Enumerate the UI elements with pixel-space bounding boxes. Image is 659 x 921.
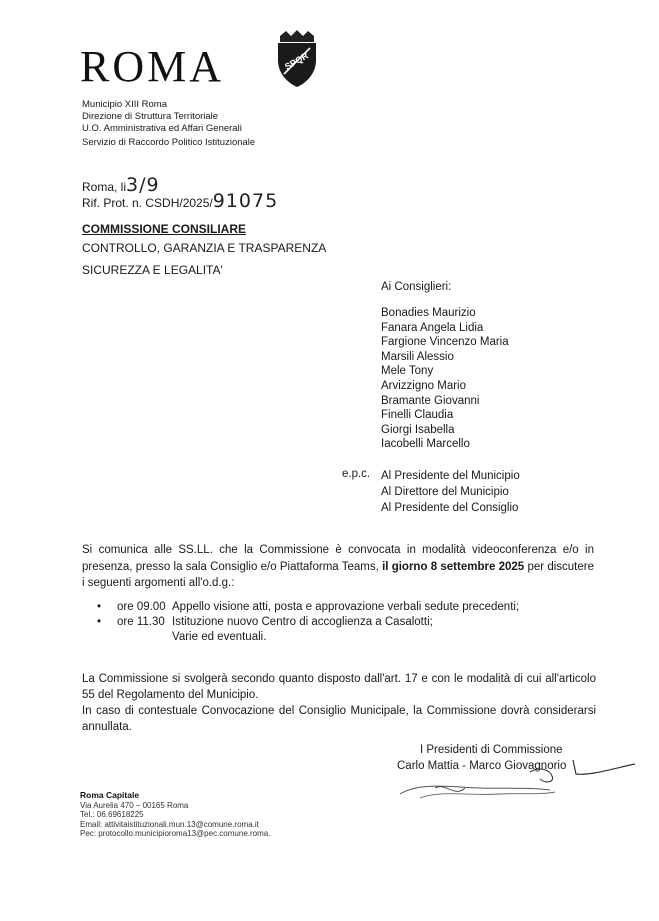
signature-title: I Presidenti di Commissione <box>420 744 563 756</box>
cancellation-paragraph: In caso di contestuale Convocazione del Consiglio Municipale, la Commissione dovrà considerarsi annullata. <box>82 705 596 733</box>
office-line: U.O. Amministrativa ed Affari Generali <box>82 123 242 134</box>
rules-paragraph: La Commissione si svolgerà secondo quanto disposto dall'art. 17 e con le modalità di cui all'articolo 55 del Regolamento del Municipio. <box>82 673 596 701</box>
place-label: Roma, li <box>82 180 127 194</box>
roma-logo-text: ROMA <box>80 42 225 91</box>
office-line: Direzione di Struttura Territoriale <box>82 111 219 122</box>
epc-recipient: Al Presidente del Municipio <box>381 470 520 482</box>
agenda-text: Appello visione atti, posta e approvazione verbali sedute precedenti; <box>172 601 520 613</box>
bullet: • <box>97 601 102 613</box>
recipient-name: Bonadies Maurizio <box>381 307 476 319</box>
recipient-name: Mele Tony <box>381 365 434 378</box>
footer-org: Roma Capitale <box>80 790 140 800</box>
recipient-name: Giorgi Isabella <box>381 423 455 436</box>
agenda-time: ore 09.00 <box>117 601 166 613</box>
commission-title: COMMISSIONE CONSILIARE <box>82 222 247 236</box>
recipient-name: Arvizzigno Mario <box>381 379 466 392</box>
recipient-name: Iacobelli Marcello <box>381 438 470 451</box>
office-block <box>82 99 242 135</box>
intro-text-end: per discutere i seguenti argomenti all'o.d.g.: <box>82 560 594 589</box>
bullet: • <box>97 616 102 628</box>
epc-recipient: Al Direttore del Municipio <box>381 486 509 498</box>
protocol-label: Rif. Prot. n. CSDH/2025/ <box>82 196 213 210</box>
recipient-name: Fanara Angela Lidia <box>381 321 484 334</box>
recipients-list <box>381 306 509 452</box>
footer-block <box>80 791 270 839</box>
commission-subtitle-2: SICUREZZA E LEGALITA' <box>82 263 223 277</box>
recipient-name: Bramante Giovanni <box>381 394 480 407</box>
agenda-item <box>97 615 597 630</box>
intro-paragraph <box>82 542 594 592</box>
office-line: Municipio XIII Roma <box>82 99 168 110</box>
agenda-text: Istituzione nuovo Centro di accoglienza a Casalotti; <box>172 616 433 628</box>
footer-email: Email: attivitaistituzionali.mun.13@comune.roma.it <box>80 819 259 829</box>
agenda-item <box>97 630 597 645</box>
handwritten-date: 3/9 <box>126 174 160 196</box>
epc-recipient: Al Presidente del Consiglio <box>381 502 519 514</box>
protocol-line <box>82 190 279 212</box>
epc-label: e.p.c. <box>342 468 371 480</box>
service-name: Servizio di Raccordo Politico Istituzionale <box>82 137 256 148</box>
handwritten-protocol: 91075 <box>212 190 279 212</box>
recipient-name: Finelli Claudia <box>381 409 454 422</box>
commission-subtitle: CONTROLLO, GARANZIA E TRASPARENZA <box>82 241 327 255</box>
recipients-heading: Ai Consiglieri: <box>381 281 452 293</box>
epc-list <box>381 468 520 516</box>
footer-address: Via Aurelia 470 – 00165 Roma <box>80 800 189 810</box>
emblem-letters: SPQR <box>282 50 311 72</box>
agenda-item <box>97 600 597 615</box>
intro-text: Si comunica alle SS.LL. che la Commissione è convocata in modalità videoconferenza e/o in presenza, presso la sala Consiglio e/o Piattaforma Teams, <box>82 544 594 573</box>
footer-pec: Pec: protocollo.municipioroma13@pec.comune.roma. <box>80 829 271 838</box>
agenda-list <box>97 600 597 645</box>
agenda-time: ore 11.30 <box>117 616 165 628</box>
recipient-name: Fargione Vincenzo Maria <box>381 336 509 349</box>
recipient-name: Marsili Alessio <box>381 350 454 363</box>
agenda-text: Varie ed eventuali. <box>172 631 267 643</box>
footer-tel: Tel.: 06.69618225 <box>80 810 144 819</box>
signature-names: Carlo Mattia - Marco Giovagnorio <box>397 760 567 772</box>
roma-emblem-icon <box>272 30 322 88</box>
meeting-date: il giorno 8 settembre 2025 <box>382 560 525 573</box>
handwritten-signature-icon <box>390 752 650 807</box>
